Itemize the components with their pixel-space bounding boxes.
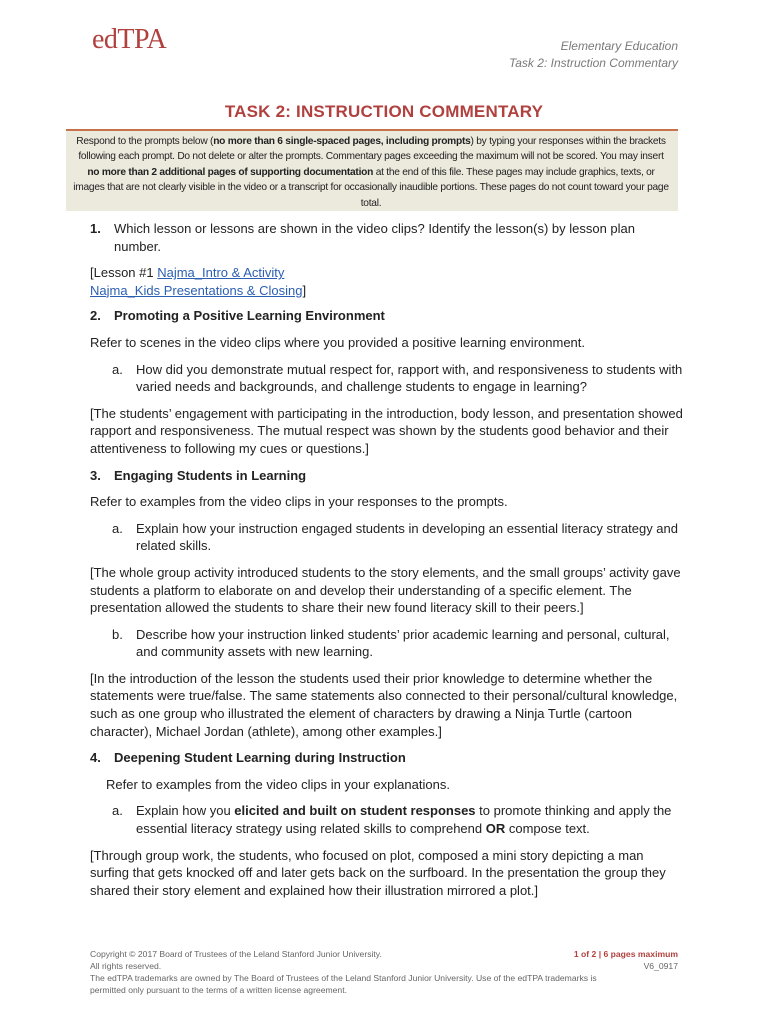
- section-3-heading: [90, 467, 685, 485]
- footer-page-count: 1 of 2 | 6 pages maximum: [573, 949, 678, 959]
- section-number: 2.: [90, 308, 101, 324]
- instructions-text: Respond to the prompts below (: [76, 136, 214, 147]
- prompt-text: [136, 802, 685, 837]
- response-text: [Lesson #1: [90, 265, 158, 281]
- instructions-bold: no more than 6 single-spaced pages, including prompts: [213, 136, 471, 147]
- prompt-1: [90, 220, 685, 255]
- section-title: Promoting a Positive Learning Environment: [114, 308, 385, 324]
- video-link-intro[interactable]: Najma_Intro & Activity: [157, 265, 285, 281]
- instructions-box: [66, 131, 678, 211]
- prompt-letter: a.: [112, 803, 123, 819]
- prompt-text: Which lesson or lessons are shown in the video clips? Identify the lesson(s) by lesson plan number.: [114, 221, 635, 254]
- response-4a: [Through group work, the students, who focused on plot, composed a mini story depicting a man surfing that gets knocked off and later gets back on the surfboard. In the presentation the group they shared their story element and explained how their illustration mirrored a plot.]: [90, 847, 666, 898]
- response-2a: [The students’ engagement with participating in the introduction, body lesson, and presentation showed rapport and responsiveness. The mutual respect was shown by the students good behavior and their attentiveness to following my cues or questions.]: [90, 405, 683, 456]
- prompt-number: 1.: [90, 221, 101, 236]
- page-footer: [90, 948, 678, 996]
- prompt-3b: [112, 626, 685, 661]
- prompt-2a: [112, 361, 685, 396]
- section-number: 4.: [90, 750, 101, 766]
- page-title: TASK 2: INSTRUCTION COMMENTARY: [224, 102, 544, 121]
- footer-row: [90, 960, 678, 972]
- edtpa-logo: edTPA: [92, 24, 167, 55]
- section-title: Deepening Student Learning during Instruction: [114, 750, 406, 766]
- prompt-letter: b.: [112, 626, 123, 642]
- section-2-heading: [90, 307, 685, 325]
- footer-version: V6_0917: [643, 961, 678, 971]
- footer-rights: All rights reserved.: [90, 961, 162, 971]
- response-3b: [In the introduction of the lesson the students used their prior knowledge to determine whether the statements were true/false. The same statements also connected to their personal/cultural knowledge, such as one group who illustrated the element of characters by drawing a Ninja Turtle (cartoon character), Michael Jordan (athlete), among other examples.]: [90, 670, 678, 739]
- section-3-intro: Refer to examples from the video clips in your responses to the prompts.: [90, 494, 508, 510]
- section-number: 3.: [90, 467, 101, 483]
- section-title: Engaging Students in Learning: [114, 467, 307, 483]
- commentary-body: [90, 220, 685, 908]
- response-3a: [The whole group activity introduced students to the story elements, and the small groups’ activity gave students a platform to elaborate on and develop their understanding of a specific element. The presentation allowed the students to share their new found literacy skill to their peers.]: [90, 564, 681, 616]
- footer-row: [90, 948, 678, 960]
- document-header: [509, 38, 678, 72]
- instructions-bold: no more than 2 additional pages of supporting documentation: [87, 166, 374, 178]
- prompt-text: Describe how your instruction linked students’ prior academic learning and personal, cultural, and community assets with new learning.: [136, 626, 670, 660]
- prompt-text-part: to promote thinking and apply the essential literacy strategy using related skills to comprehend: [136, 803, 672, 837]
- prompt-4a: [112, 802, 685, 837]
- footer-copyright: Copyright © 2017 Board of Trustees of the Leland Stanford Junior University.: [90, 949, 382, 959]
- header-subject: Elementary Education: [560, 39, 678, 53]
- prompt-letter: a.: [112, 361, 123, 377]
- prompt-emphasis: OR: [485, 821, 506, 837]
- prompt-3a: [112, 520, 685, 555]
- instructions-text: ) by typing your responses within the brackets following each prompt. Do not delete or alter the prompts. Commentary pages exceeding the maximum will not be scored. You may insert: [78, 136, 666, 163]
- instructions-text: at the end of this file. These pages may include graphics, texts, or images that are not clearly visible in the video or a transcript for occasionally inaudible portions. These pages do not count toward your page total.: [73, 166, 669, 209]
- video-link-presentations[interactable]: Najma_Kids Presentations & Closing: [90, 282, 303, 298]
- section-2-intro: Refer to scenes in the video clips where you provided a positive learning environment.: [90, 334, 585, 350]
- prompt-text: How did you demonstrate mutual respect for, rapport with, and responsiveness to students with varied needs and backgrounds, and challenge students to engage in learning?: [136, 361, 683, 395]
- response-text: ]: [302, 282, 307, 298]
- section-4-intro: Refer to examples from the video clips in your explanations.: [106, 776, 450, 792]
- prompt-text: Explain how your instruction engaged students in developing an essential literacy strategy and related skills.: [136, 520, 679, 554]
- section-4-heading: [90, 749, 685, 767]
- footer-trademark: permitted only pursuant to the terms of a written license agreement.: [90, 985, 347, 995]
- response-1: [90, 264, 685, 299]
- footer-trademark: The edTPA trademarks are owned by The Board of Trustees of the Leland Stanford Junior University. Use of the edTPA trademarks is: [90, 973, 597, 983]
- prompt-letter: a.: [112, 520, 123, 536]
- prompt-text-part: Explain how you: [136, 803, 235, 819]
- prompt-emphasis: elicited and built on student responses: [234, 803, 476, 819]
- header-task: Task 2: Instruction Commentary: [509, 56, 678, 70]
- prompt-text-part: compose text.: [505, 821, 590, 837]
